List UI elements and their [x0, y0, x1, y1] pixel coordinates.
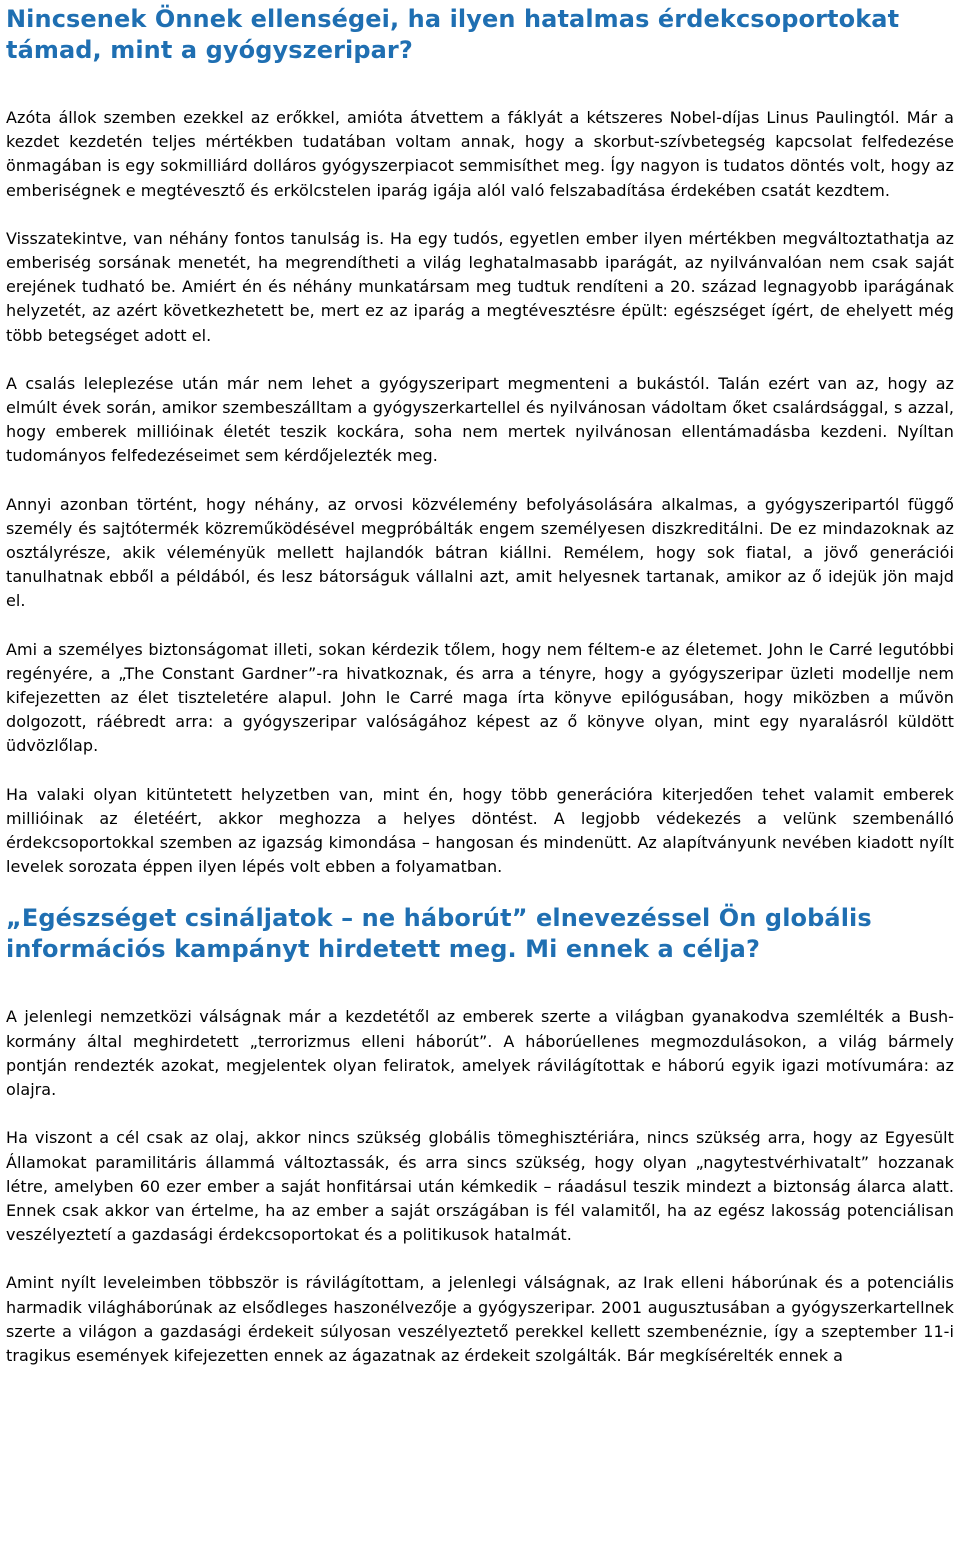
- spacer: [6, 759, 954, 783]
- paragraph: Visszatekintve, van néhány fontos tanulság is. Ha egy tudós, egyetlen ember ilyen mértékben megváltoztathatja az emberiség sorsának menetét, ha megrendítheti a világ leghatalmasabb iparágát, az nyilvánvalóan nem csak saját erejének tudható be. Amiért én és néhány munkatársam meg tudtuk rendíteni a 20. század legnagyobb iparágának helyzetét, az azért következhetett be, mert ez az iparág a megtévesztésre épült: egészséget ígért, de ehelyett még több betegséget adott el.: [6, 228, 954, 345]
- question-heading-2: „Egészséget csináljatok – ne háborút” elnevezéssel Ön globális információs kampányt hirdetett meg. Mi ennek a célja?: [6, 904, 872, 964]
- document-page: [6, 4, 954, 1368]
- paragraph: A csalás leleplezése után már nem lehet a gyógyszeripart megmenteni a bukástól. Talán ezért van az, hogy az elmúlt évek során, amikor szembeszálltam a gyógyszerkartellel és nyilvánosan vádoltam őket csalárdsággal, s azzal, hogy emberek millióinak életét teszik kockára, soha nem mertek nyilvánosan ellentámadásba kezdeni. Nyíltan tudományos felfedezéseimet sem kérdőjelezték meg.: [6, 373, 954, 466]
- spacer: [6, 66, 954, 106]
- paragraph: A jelenlegi nemzetközi válságnak már a kezdetétől az emberek szerte a világban gyanakodva szemlélték a Bush-kormány által meghirdetett „terrorizmus elleni háborút”. A háborúellenes megmozdulásokon, a világ bármely pontján rendezték azokat, megjelentek olyan feliratok, amelyek rávilágítottak e háború egyik igazi motívumára: az olajra.: [6, 1007, 954, 1100]
- spacer: [6, 1102, 954, 1126]
- spacer: [6, 879, 954, 903]
- spacer: [6, 469, 954, 493]
- paragraph: Amint nyílt leveleimben többször is rávilágítottam, a jelenlegi válságnak, az Irak elleni háborúnak és a potenciális harmadik világháborúnak az elsődleges haszonélvezője a gyógyszeripar. 2001 augusztusában a gyógyszerkartellnek szerte a világon a gazdasági érdekeit súlyosan veszélyeztető perekkel kellett szembenéznie, így a szeptember 11-i tragikus események kifejezetten ennek az ágazatnak az érdekeit szolgálták. Bár megkísérelték ennek a: [6, 1273, 954, 1365]
- question-heading-1: Nincsenek Önnek ellenségei, ha ilyen hatalmas érdekcsoportokat támad, mint a gyógyszeripar?: [6, 5, 900, 64]
- paragraph: Ha valaki olyan kitüntetett helyzetben van, mint én, hogy több generációra kiterjedően tehet valamit emberek millióinak az életéért, akkor meghozza a helyes döntést. A legjobb védekezés a velünk szembenálló érdekcsoportokkal szemben az igazság kimondása – hangosan és mindenütt. Az alapítványunk nevében kiadott nyílt levelek sorozata éppen ilyen lépés volt ebben a folyamatban.: [6, 784, 954, 877]
- paragraph: Ami a személyes biztonságomat illeti, sokan kérdezik tőlem, hogy nem féltem-e az életemet. John le Carré legutóbbi regényére, a „The Constant Gardner”-ra hivatkoznak, és arra a tényre, hogy a gyógyszeripar üzleti modellje nem kifejezetten az élet tiszteletére alapul. John le Carré maga írta könyve epilógusában, hogy miközben a művön dolgozott, ráébredt arra: a gyógyszeripar valóságához képest az ő könyve olyan, mint egy nyaralásról küldött üdvözlőlap.: [6, 639, 954, 756]
- paragraph: Ha viszont a cél csak az olaj, akkor nincs szükség globális tömeghisztériára, nincs szükség arra, hogy az Egyesült Államokat paramilitáris állammá változtassák, és arra sincs szükség, hogy olyan „nagytestvérhivatalt” hozzanak létre, amelyben 60 ezer ember a saját honfitársai után kémkedik – ráadásul teszik mindezt a biztonság álarca alatt. Ennek csak akkor van értelme, ha az ember a saját országában is fél valamitől, ha az egész lakosság potenciálisan veszélyeztetí a gazdasági érdekcsoportokat és a politikusok hatalmát.: [6, 1128, 954, 1245]
- spacer: [6, 348, 954, 372]
- paragraph: Azóta állok szemben ezekkel az erőkkel, amióta átvettem a fáklyát a kétszeres Nobel-díjas Linus Paulingtól. Már a kezdet kezdetén teljes mértékben tudatában voltam annak, hogy a skorbut-szívbetegség kapcsolat felfedezése önmagában is egy sokmilliárd dolláros gyógyszerpiacot semmisíthet meg. Így nagyon is tudatos döntés volt, hogy az emberiségnek e megtévesztő és erkölcstelen iparág igája alól való felszabadítása érdekében csatát kezdtem.: [6, 108, 954, 200]
- paragraph: Annyi azonban történt, hogy néhány, az orvosi közvélemény befolyásolására alkalmas, a gyógyszeripartól függő személy és sajtótermék közreműködésével megpróbálták engem személyesen diszkreditálni. De ez mindazoknak az osztályrésze, akik véleményük mellett hajlandók bátran kiállni. Remélem, hogy sok fiatal, a jövő generációi tanulhatnak ebből a példából, és lesz bátorságuk vállalni azt, amit helyesnek tartanak, amikor az ő idejük jön majd el.: [6, 494, 954, 611]
- spacer: [6, 614, 954, 638]
- spacer: [6, 1247, 954, 1271]
- spacer: [6, 203, 954, 227]
- spacer: [6, 965, 954, 1005]
